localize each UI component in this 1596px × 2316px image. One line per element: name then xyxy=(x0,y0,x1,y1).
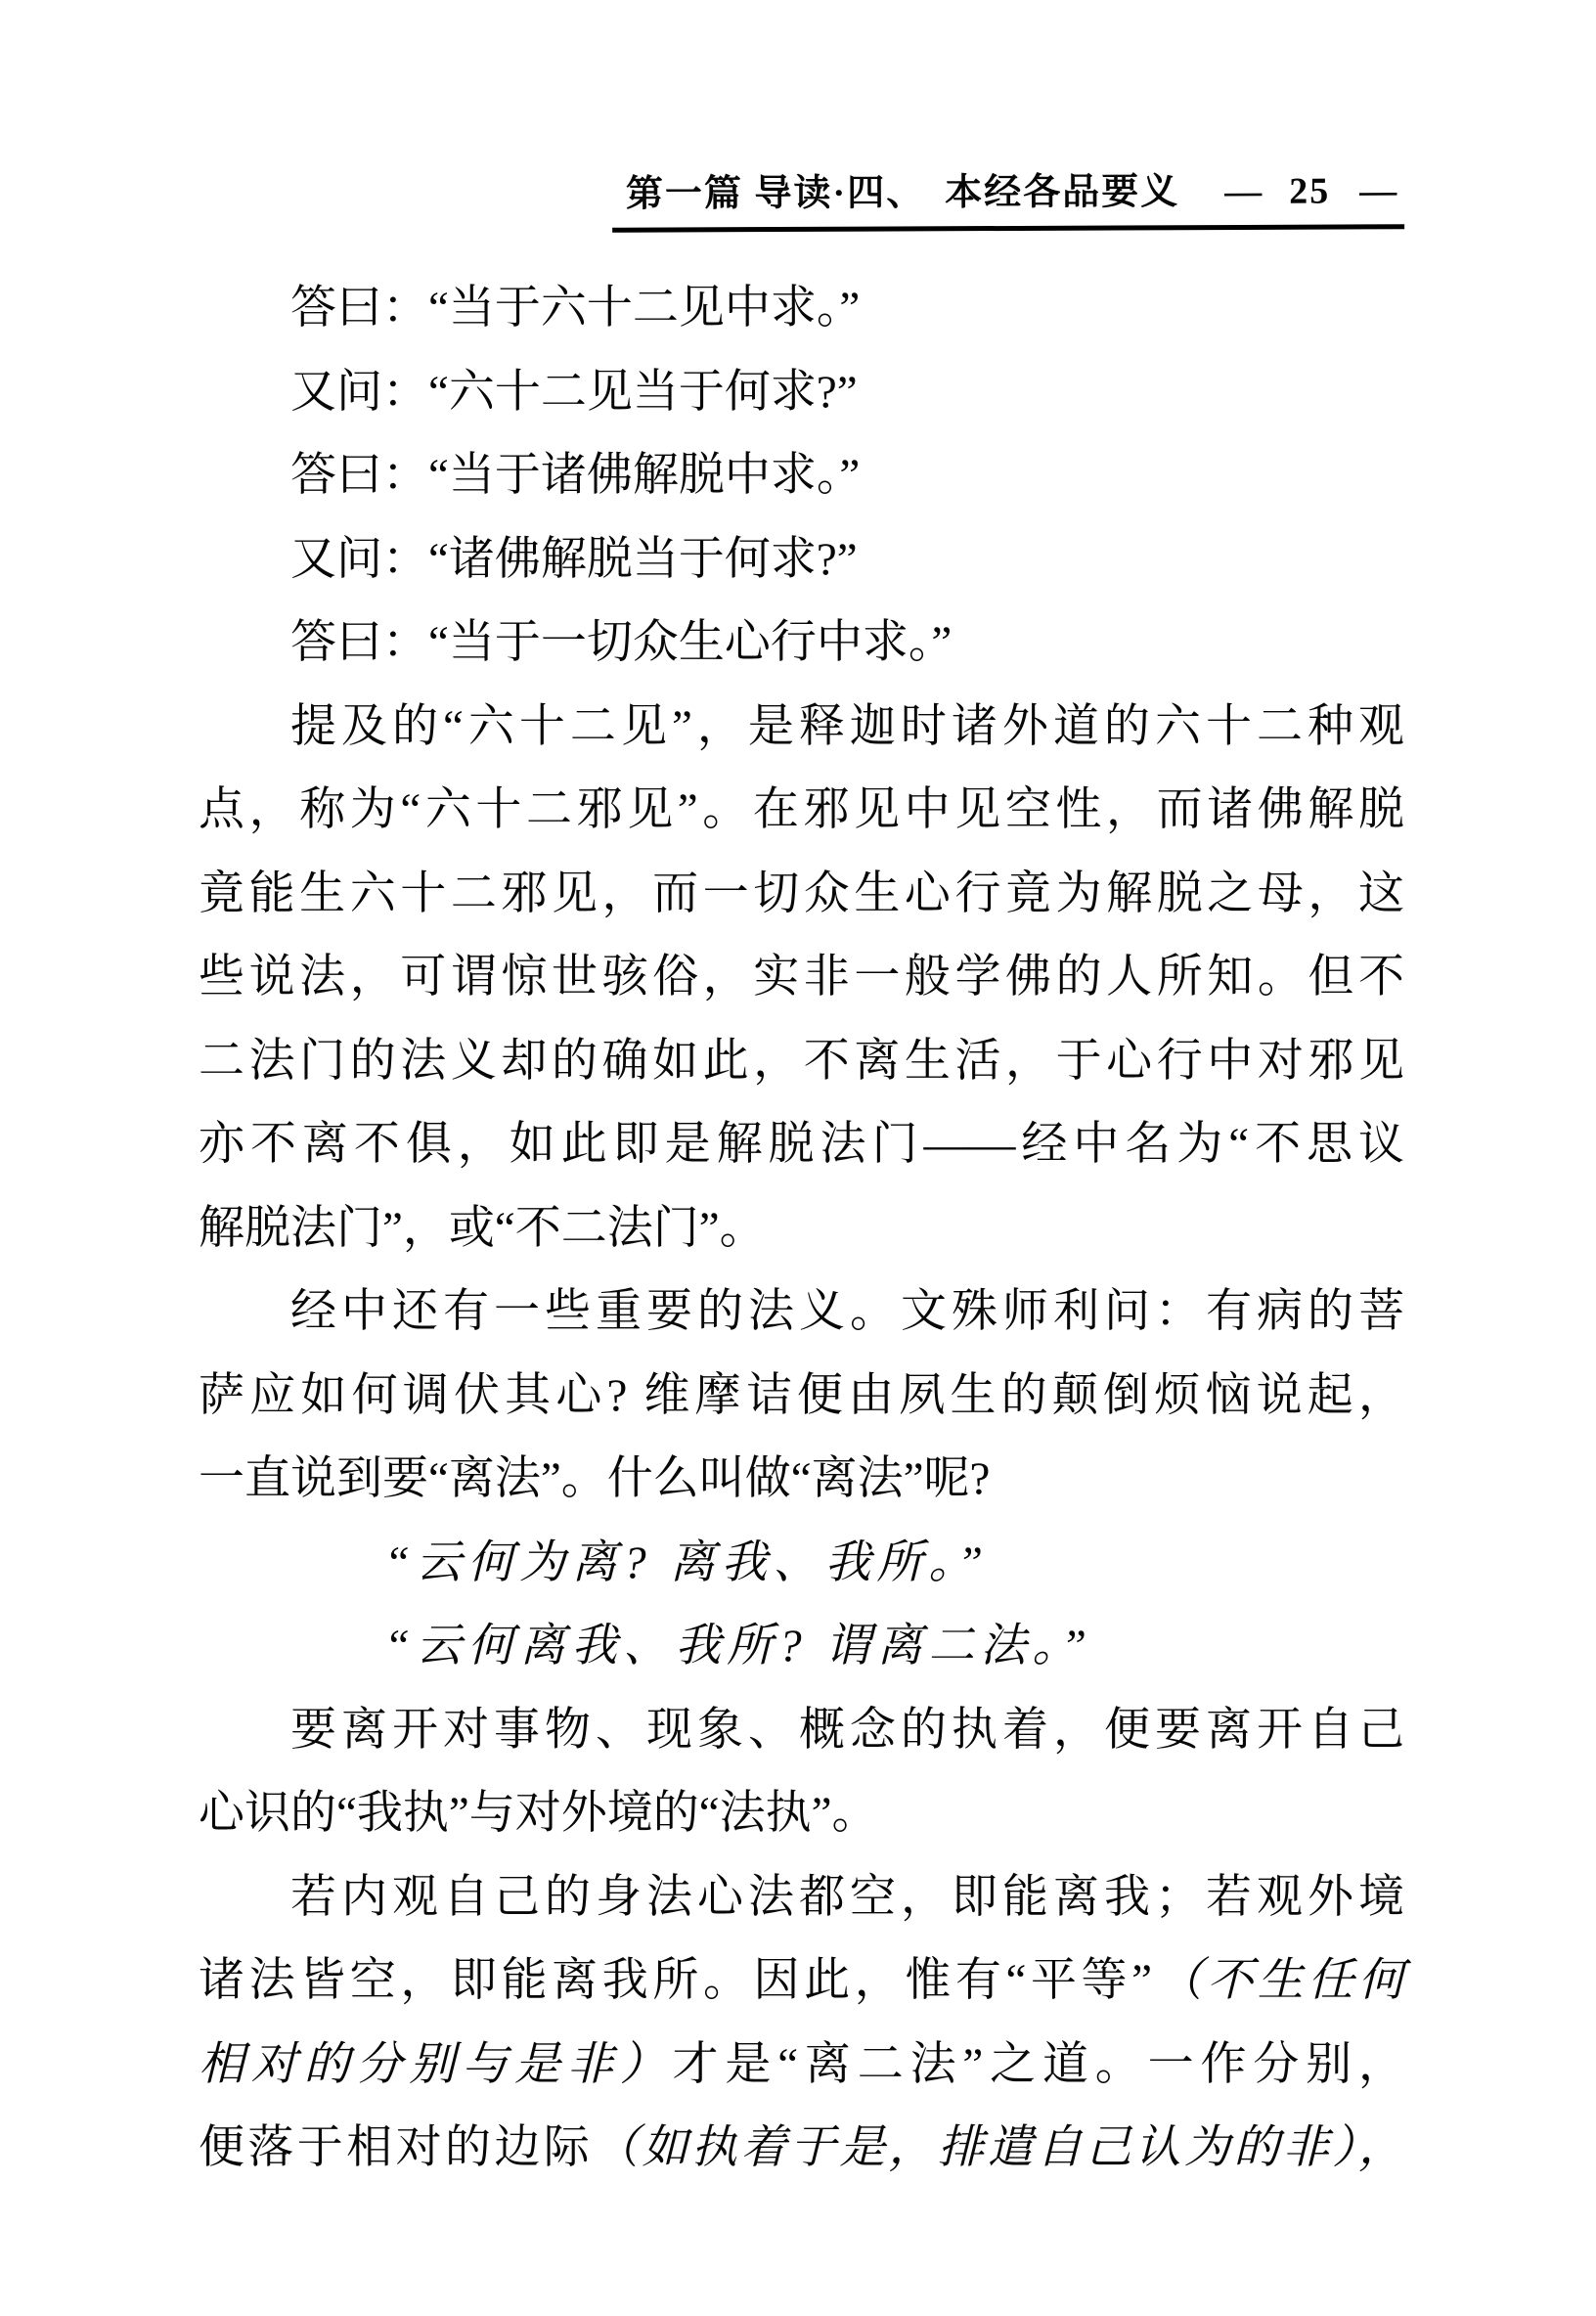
text-line xyxy=(199,1355,1404,1439)
body-text-segment: 若内观自己的身法心法都空，即能离我；若观外境 xyxy=(290,1871,1404,1923)
body-text-segment: 亦不离不俱，如此即是解脱法门——经中名为“不思议 xyxy=(199,1119,1404,1170)
text-line xyxy=(199,1438,1404,1522)
text-line xyxy=(199,601,1404,686)
body-text-segment: 又问：“诸佛解脱当于何求?” xyxy=(290,533,858,585)
text-line xyxy=(199,1689,1404,1773)
text-line xyxy=(199,1772,1404,1856)
body-text-segment: 答曰：“当于诸佛解脱中求。” xyxy=(290,450,861,501)
running-header xyxy=(612,159,1405,233)
kaiti-text-segment: “云何离我、我所? 谓离二法。” xyxy=(384,1621,1093,1671)
body-text xyxy=(199,267,1404,2191)
page-number-dash-right: — xyxy=(1358,170,1399,212)
body-text-segment: 才是“离二法”之道。一作分别， xyxy=(672,2038,1404,2090)
page-number: 25 xyxy=(1288,170,1331,212)
sutra-quote-line xyxy=(199,1605,1404,1689)
text-line xyxy=(199,2024,1404,2108)
text-line xyxy=(199,1187,1404,1271)
kaiti-text-segment: 相对的分别与是非） xyxy=(199,2038,673,2090)
body-text-segment: 二法门的法义却的确如此，不离生活，于心行中对邪见 xyxy=(199,1035,1404,1087)
text-line xyxy=(199,853,1404,937)
text-line xyxy=(199,518,1404,602)
text-line xyxy=(199,1856,1404,1940)
text-line xyxy=(199,2107,1404,2191)
body-text-segment: 要离开对事物、现象、概念的执着，便要离开自己 xyxy=(290,1704,1404,1756)
body-text-segment: 解脱法门”，或“不二法门”。 xyxy=(199,1202,766,1254)
kaiti-text-segment: “云何为离? 离我、我所。” xyxy=(384,1537,990,1588)
kaiti-text-segment: （如执着于是，排遣自己认为的非）， xyxy=(593,2122,1405,2173)
body-text-segment: 便落于相对的边际 xyxy=(199,2122,594,2173)
body-text-segment: 提及的“六十二见”，是释迦时诸外道的六十二种观 xyxy=(290,700,1404,752)
text-line xyxy=(199,351,1404,435)
sutra-quote-line xyxy=(199,1522,1404,1606)
body-text-segment: 答曰：“当于一切众生心行中求。” xyxy=(290,617,953,668)
text-line xyxy=(199,1103,1404,1187)
body-text-segment: 竟能生六十二邪见，而一切众生心行竟为解脱之母，这 xyxy=(199,868,1404,919)
page-number-dash-left: — xyxy=(1223,170,1264,213)
text-line xyxy=(199,1270,1404,1355)
body-text-segment: 心识的“我执”与对外境的“法执”。 xyxy=(199,1788,878,1839)
body-text-segment: 点，称为“六十二邪见”。在邪见中见空性，而诸佛解脱 xyxy=(199,784,1404,835)
body-text-segment: 一直说到要“离法”。什么叫做“离法”呢? xyxy=(199,1453,991,1504)
text-line xyxy=(199,686,1404,770)
body-text-segment: 诸法皆空，即能离我所。因此，惟有“平等” xyxy=(199,1955,1153,2006)
kaiti-text-segment: （不生任何 xyxy=(1152,1955,1404,2006)
body-text-segment: 经中还有一些重要的法义。文殊师利问：有病的菩 xyxy=(290,1286,1404,1337)
body-text-segment: 又问：“六十二见当于何求?” xyxy=(290,366,858,418)
body-text-segment: 答曰：“当于六十二见中求。” xyxy=(290,283,861,334)
text-line xyxy=(199,267,1404,351)
text-line xyxy=(199,1939,1404,2024)
text-line xyxy=(199,769,1404,853)
body-text-segment: 些说法，可谓惊世骇俗，实非一般学佛的人所知。但不 xyxy=(199,952,1404,1002)
text-line xyxy=(199,434,1404,518)
body-text-segment: 萨应如何调伏其心? 维摩诘便由夙生的颠倒烦恼说起， xyxy=(199,1369,1405,1421)
header-section-title: 第一篇 导读·四、 xyxy=(625,172,926,215)
text-line xyxy=(199,936,1404,1020)
text-line xyxy=(199,1020,1404,1104)
header-chapter-title: 本经各品要义 xyxy=(944,171,1180,214)
